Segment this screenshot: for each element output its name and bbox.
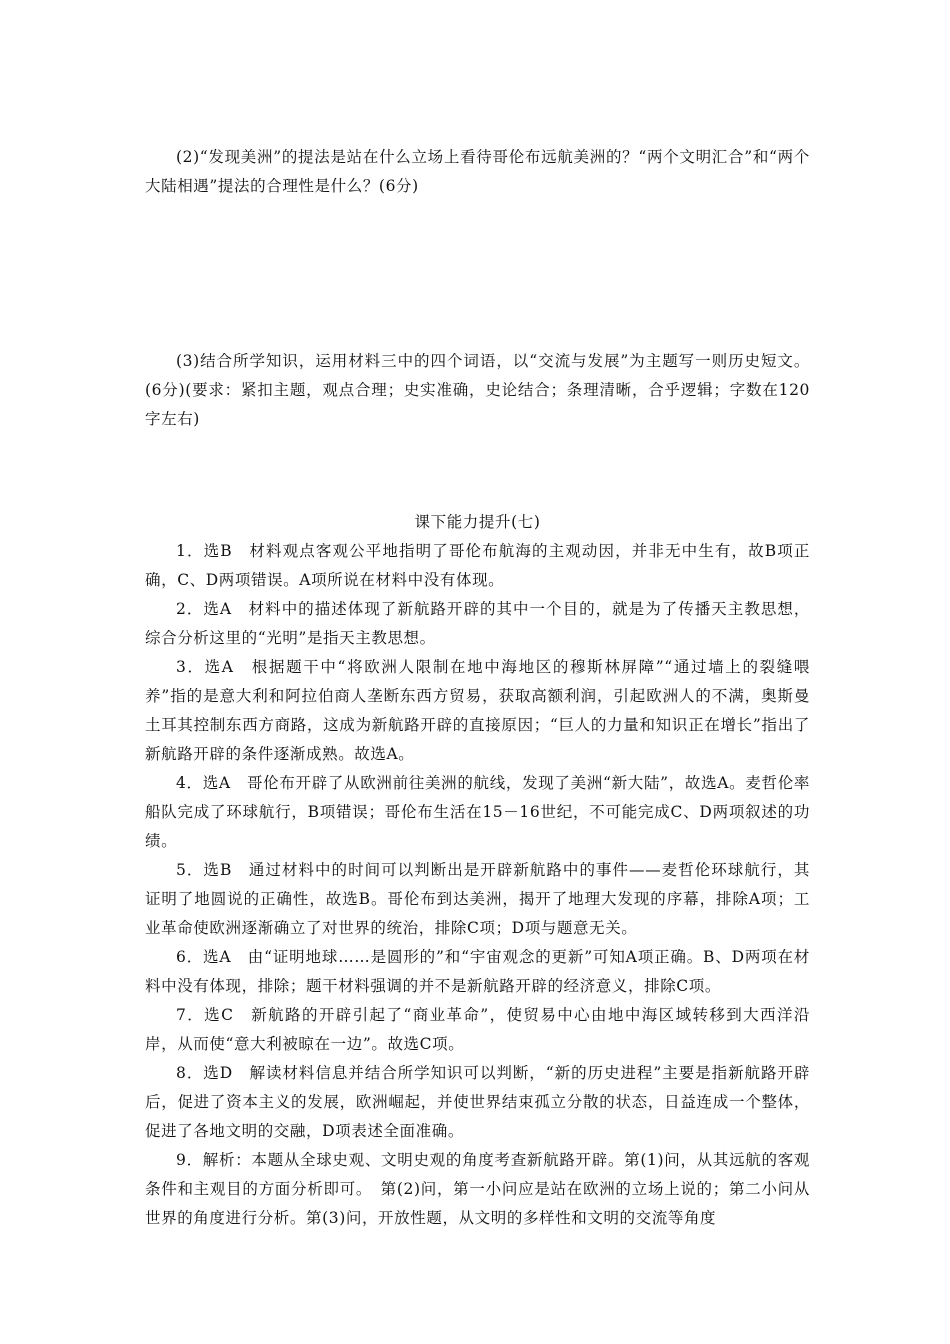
question-2 xyxy=(145,143,810,201)
section-title: 课下能力提升(七) xyxy=(414,513,541,531)
answer-item: 7．选C 新航路的开辟引起了“商业革命”，使贸易中心由地中海区域转移到大西洋沿岸，从而使“意大利被晾在一边”。故选C项。 xyxy=(145,1006,810,1053)
answer-item: 2．选A 材料中的描述体现了新航路开辟的其中一个目的，就是为了传播天主教思想，综合分析这里的“光明”是指天主教思想。 xyxy=(145,600,810,647)
answer-item: 5．选B 通过材料中的时间可以判断出是开辟新航路中的事件——麦哲伦环球航行，其证明了地圆说的正确性，故选B。哥伦布到达美洲，揭开了地理大发现的序幕，排除A项；工业革命使欧洲逐渐确立了对世界的统治，排除C项；D项与题意无关。 xyxy=(145,861,810,937)
question-3 xyxy=(145,347,810,434)
answer-item: 6．选A 由“证明地球……是圆形的”和“宇宙观念的更新”可知A项正确。B、D两项在材料中没有体现，排除；题干材料强调的并不是新航路开辟的经济意义，排除C项。 xyxy=(145,948,810,995)
answer-item: 9．解析：本题从全球史观、文明史观的角度考查新航路开辟。第(1)问，从其远航的客观条件和主观目的方面分析即可。 第(2)问，第一小问应是站在欧洲的立场上说的；第二小问从世界的角度进行分析。第(3)问，开放性题，从文明的多样性和文明的交流等角度 xyxy=(145,1151,810,1227)
question-2-text: (2)“发现美洲”的提法是站在什么立场上看待哥伦布远航美洲的？“两个文明汇合”和“两个大陆相遇”提法的合理性是什么？(6分) xyxy=(145,148,810,195)
answer-item: 4．选A 哥伦布开辟了从欧洲前往美洲的航线，发现了美洲“新大陆”，故选A。麦哲伦率船队完成了环球航行，B项错误；哥伦布生活在15－16世纪，不可能完成C、D两项叙述的功绩。 xyxy=(145,774,810,850)
answer-item: 3．选A 根据题干中“将欧洲人限制在地中海地区的穆斯林屏障”“通过墙上的裂缝喂养”指的是意大利和阿拉伯商人垄断东西方贸易，获取高额利润，引起欧洲人的不满，奥斯曼土耳其控制东西方商路，这成为新航路开辟的直接原因；“巨人的力量和知识正在增长”指出了新航路开辟的条件逐渐成熟。故选A。 xyxy=(145,658,810,763)
answer-list xyxy=(145,537,810,1233)
answer-item: 1．选B 材料观点客观公平地指明了哥伦布航海的主观动因，并非无中生有，故B项正确，C、D两项错误。A项所说在材料中没有体现。 xyxy=(145,542,810,589)
question-3-text: (3)结合所学知识，运用材料三中的四个词语，以“交流与发展”为主题写一则历史短文。(6分)(要求：紧扣主题，观点合理；史实准确，史论结合；条理清晰，合乎逻辑；字数在120字左右) xyxy=(145,352,810,428)
answer-item: 8．选D 解读材料信息并结合所学知识可以判断，“新的历史进程”主要是指新航路开辟后，促进了资本主义的发展，欧洲崛起，并使世界结束孤立分散的状态，日益连成一个整体，促进了各地文明的交融，D项表述全面准确。 xyxy=(145,1064,810,1140)
